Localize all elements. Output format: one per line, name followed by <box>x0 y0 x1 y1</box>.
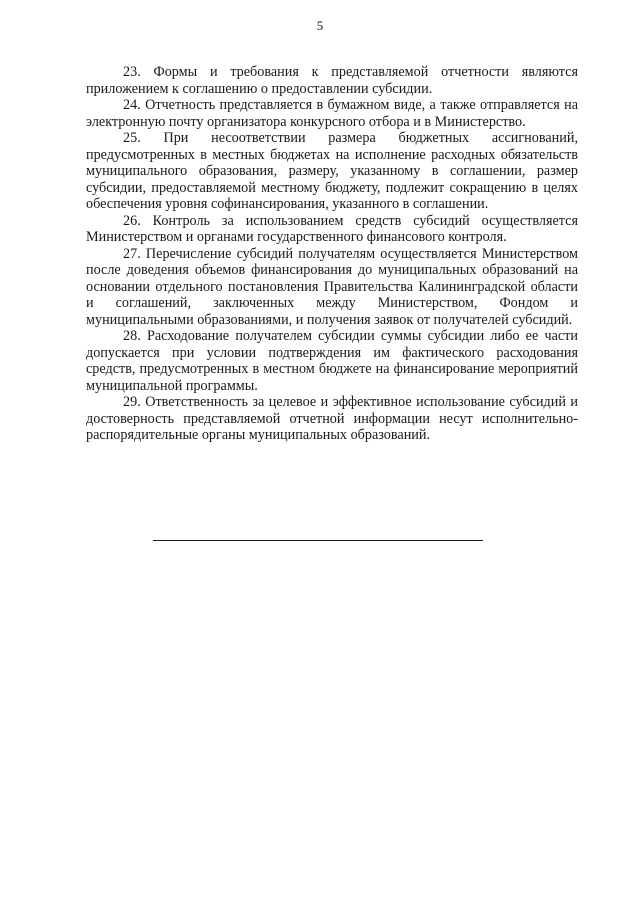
end-divider-line <box>153 540 483 541</box>
paragraph-29: 29. Ответственность за целевое и эффективное использование субсидий и достоверность представляемой отчетной информации несут исполнительно-распорядительные органы муниципальных образований. <box>86 394 578 443</box>
paragraph-23: 23. Формы и требования к представляемой отчетности являются приложением к соглашению о предоставлении субсидии. <box>86 64 578 97</box>
document-body <box>86 64 578 444</box>
paragraph-28: 28. Расходование получателем субсидии суммы субсидии либо ее части допускается при условии подтверждения им фактического расходования средств, предусмотренных в местном бюджете на финансирование мероприятий муниципальной программы. <box>86 328 578 394</box>
page-number: 5 <box>316 18 324 33</box>
paragraph-26: 26. Контроль за использованием средств субсидий осуществляется Министерством и органами государственного финансового контроля. <box>86 212 578 245</box>
paragraph-24: 24. Отчетность представляется в бумажном виде, а также отправляется на электронную почту организатора конкурсного отбора и в Министерство. <box>86 97 578 130</box>
paragraph-25: 25. При несоответствии размера бюджетных ассигнований, предусмотренных в местных бюджетах на исполнение расходных обязательств муниципального образования, размеру, указанному в соглашении, размер субсидии, предоставляемой местному бюджету, подлежит сокращению в целях обеспечения уровня софинансирования, указанного в соглашении. <box>86 130 578 212</box>
paragraph-27: 27. Перечисление субсидий получателям осуществляется Министерством после доведения объемов финансирования до муниципальных образований на основании отдельного постановления Правительства Калининградской области и соглашений, заключенных между Министерством, Фондом и муниципальными образованиями, и получения заявок от получателей субсидий. <box>86 245 578 328</box>
